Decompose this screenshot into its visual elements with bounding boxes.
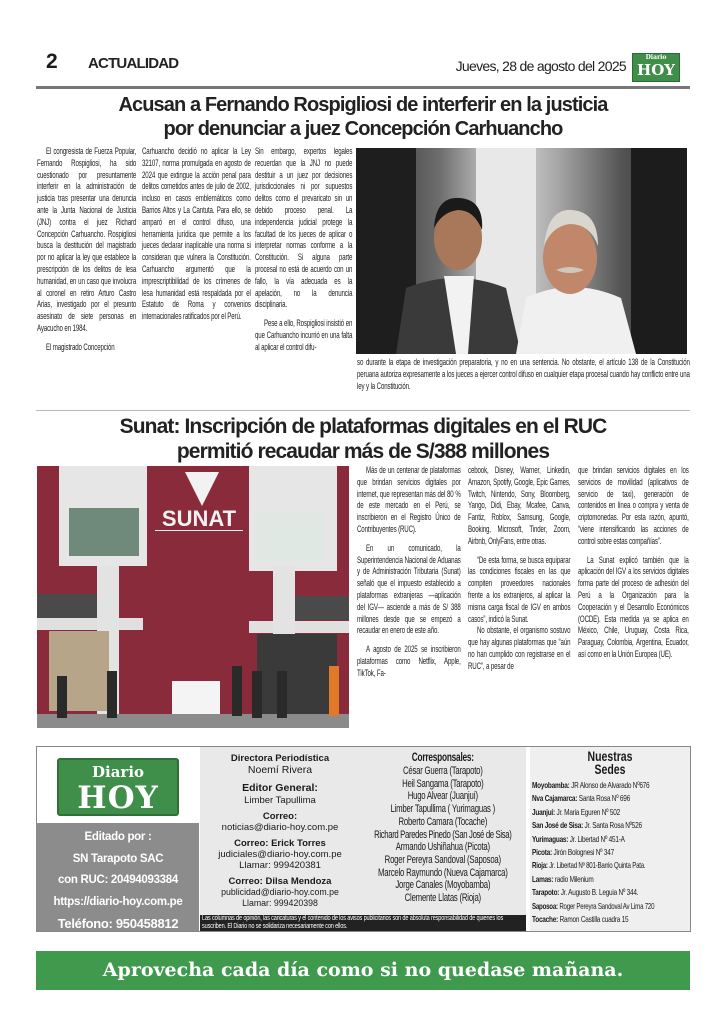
- article2-column-3: [578, 465, 689, 661]
- page-number: 2: [46, 50, 57, 73]
- offices: [532, 747, 688, 931]
- office-address: Jirón Bolognesi Nº 347: [553, 847, 614, 858]
- judicial-title: Correo: Erick Torres: [234, 838, 326, 849]
- offices-title-line: Sedes: [594, 761, 626, 777]
- correspondents: [360, 747, 526, 915]
- office-item: [532, 859, 688, 872]
- logo-top: Diario: [91, 763, 145, 781]
- publisher-info: [37, 823, 199, 931]
- publisher-website[interactable]: https://diario-hoy.com.pe: [53, 895, 183, 908]
- office-address: JR Alonso de Alvarado Nº676: [571, 780, 650, 790]
- paragraph: El magistrado Concepción: [45, 341, 115, 353]
- editor-name: Limber Tapullima: [244, 795, 316, 806]
- office-city: Picota:: [532, 847, 552, 858]
- ads-title: Correo: Dilsa Mendoza: [228, 876, 332, 887]
- paragraph: Carhuancho decidió no aplicar la Ley 32107, norma promulgada en agosto de 2024 que extingue la acción penal para delitos cometidos antes de julio de 2002, incluso en casos emblemáticos como Barrios Altos y La Cantuta. Para ello, se amparó en el control difuso, una herramienta jurídica que permite a los jueces declarar inaplicable una norma si consideran que vulnera la Constitución. Carhuancho argumentó que la imprescriptibilidad de los crímenes de lesa humanidad está respaldada por el Estatuto de Roma y convenios internacionales ratificados por el Perú.: [142, 146, 251, 323]
- correspondent: Clemente Llatas (Rioja): [404, 892, 481, 905]
- office-city: Tarapoto:: [532, 887, 560, 898]
- paragraph: Pese a ello, Rospigliosi insistió en que Carhuancho incurrió en una falta al aplicar el control difu-: [255, 318, 353, 353]
- sunat-building-photo: [37, 466, 349, 728]
- footer-logo: [37, 747, 199, 823]
- photo-illustration: [356, 148, 687, 354]
- paragraph: que brindan servicios digitales en los servicios de movilidad (aplicativos de servicio de taxi), generación de contenidos en línea o compra y venta de criptomonedas. Por esta razón, apuntó, “viene intensificando las acciones de control sobre estas compañías”.: [578, 465, 689, 547]
- office-item: [532, 806, 688, 819]
- paragraph: No obstante, el organismo sostuvo que hay algunas plataformas que “aún no han cumplido con registrarse en el RUC”, a pesar de: [468, 625, 571, 672]
- correspondent: Armando Ushiñahua (Picota): [395, 841, 490, 854]
- office-city: Rioja:: [532, 861, 548, 871]
- paragraph: A agosto de 2025 se inscribieron plataformas como Netflix, Apple, TikTok, Fa-: [357, 644, 461, 679]
- office-item: [532, 913, 688, 926]
- director-name: Noemí Rivera: [247, 764, 313, 776]
- offices-title-line: Nuestras: [587, 748, 633, 764]
- office-city: Saposoa:: [532, 901, 558, 911]
- correspondent: Roberto Camara (Tocache): [398, 815, 488, 828]
- office-address: Jr. Maria Eguren Nº 502: [556, 806, 620, 817]
- publisher-label: Editado por :: [84, 831, 152, 843]
- office-item: [532, 900, 688, 913]
- publisher-ruc: con RUC: 20494093384: [58, 874, 178, 886]
- office-address: Jr. Augusto B. Leguia Nº 344.: [560, 887, 639, 898]
- email-title: Correo:: [262, 811, 298, 822]
- editor-title: Editor General:: [242, 782, 318, 794]
- correspondents-title: Corresponsales:: [411, 752, 474, 764]
- issue-date: Jueves, 28 de agosto del 2025: [455, 58, 626, 74]
- correspondent: Heil Sangama (Tarapoto): [402, 777, 484, 790]
- office-city: Yurimaguas:: [532, 833, 569, 844]
- office-item: [532, 819, 688, 832]
- paragraph: La Sunat explicó también que la aplicación del IGV a los servicios digitales forma parte del proceso de adhesión del Perú a la Organización para la Cooperación y el Desarrollo Económicos (OCDE). Esta medida ya se aplica en México, Chile, Uruguay, Costa Rica, Paraguay, Colombia, Argentina, Ecuador, así como en la Unión Europea (UE).: [578, 554, 689, 660]
- staff-info: [200, 747, 360, 915]
- paragraph: so durante la etapa de investigación preparatoria, y no en una sentencia. No obstante, el artículo 138 de la Constitución peruana autoriza expresamente a los jueces a ejercer control difuso en cualquier etapa procesal cuando hay conflicto entre una ley y la Constitución.: [357, 357, 690, 392]
- section-title: ACTUALIDAD: [88, 55, 179, 72]
- headline-line: permitió recaudar más de S/388 millones: [176, 440, 550, 463]
- article2-column-2: [468, 465, 570, 673]
- correspondent: Richard Paredes Pinedo (San José de Sisa): [374, 828, 512, 841]
- headline-line: Acusan a Fernando Rospigliosi de interferir en la justicia: [118, 94, 608, 116]
- paragraph: Más de un centenar de plataformas que brindan servicios digitales por internet, que representan más del 80 % de este mercado en el Perú, se inscribieron en el Registro Único de Contribuyentes (RUC).: [357, 465, 461, 535]
- office-address: radio Milenium: [554, 873, 594, 884]
- logo-main: HOY: [637, 61, 675, 79]
- article1-column-1: [37, 146, 136, 354]
- office-address: Santa Rosa Nº 696: [578, 793, 631, 804]
- logo-main: HOY: [77, 780, 159, 816]
- article1-continuation: [357, 357, 690, 392]
- office-address: Jr. Libertad Nº 801-Barrio Quinta Pata.: [549, 861, 646, 871]
- office-city: Lamas:: [532, 873, 554, 884]
- office-item: [532, 886, 688, 899]
- article1-column-3: [255, 146, 352, 354]
- judicial-phone: Llamar: 999420381: [239, 860, 321, 871]
- publisher-name: SN Tarapoto SAC: [72, 852, 164, 865]
- ads-email[interactable]: publicidad@diario-hoy.com.pe: [221, 887, 339, 897]
- correspondent: Roger Pereyra Sandoval (Saposoa): [384, 853, 501, 866]
- offices-title: [532, 747, 688, 776]
- paragraph: “De esta forma, se busca equiparar las condiciones fiscales en las que compiten proveedores nacionales frente a los extranjeros, al aplicar la misma carga fiscal de IGV en ambos casos”, indicó la Sunat.: [468, 554, 571, 625]
- publisher-phone: Teléfono: 950458812: [57, 916, 179, 931]
- office-item: [532, 873, 688, 886]
- office-city: Tocache:: [532, 914, 559, 925]
- office-city: Juanjuí:: [532, 806, 555, 817]
- office-address: Roger Pereyra Sandoval Av Lima 720: [559, 901, 655, 911]
- office-item: [532, 792, 688, 805]
- paragraph: Sin embargo, expertos legales recuerdan que la JNJ no puede destituir a un juez por decisiones jurisdiccionales ni por supuestos delitos como el prevaricato sin un debido proceso penal. La independencia judicial protege la facultad de los jueces de aplicar o interpretar normas conforme a la Constitución. Si alguna parte procesal no está de acuerdo con un fallo, la vía adecuada es la apelación, no la denuncia disciplinaria.: [255, 146, 353, 311]
- correspondent: Limber Tapullima ( Yurimaguas ): [390, 803, 496, 816]
- headline-line: por denunciar a juez Concepción Carhuancho: [163, 118, 563, 140]
- headline-line: Sunat: Inscripción de plataformas digitales en el RUC: [119, 415, 607, 438]
- article1-headline: [36, 93, 690, 141]
- photo-illustration: [37, 466, 349, 728]
- office-city: Nva Cajamarca:: [532, 793, 578, 804]
- office-item: [532, 833, 688, 846]
- sunat-sign: SUNAT: [161, 506, 237, 531]
- office-address: Jr. Libertad Nº 451-A: [569, 833, 625, 844]
- paragraph: En un comunicado, la Superintendencia Nacional de Aduanas y de Administración Tributaria (Sunat) señaló que el impuesto establecido a plataformas extranjeras —aplicación del IGV— asciende a más de S/ 388 millones desde que se empezó a recaudar en enero de este año.: [357, 542, 461, 637]
- office-item: [532, 779, 688, 792]
- office-city: San José de Sisa:: [532, 820, 583, 831]
- header-logo: [632, 53, 680, 82]
- article-divider: [36, 410, 690, 411]
- article2-headline: [36, 414, 690, 464]
- office-city: Moyobamba:: [532, 780, 570, 790]
- paragraph: cebook, Disney, Warner, Linkedin, Amazon, Spotify, Google, Epic Games, Twitch, Nintendo, Sony, Bloomberg, Yango, Didi, Ebay, Mcafee, Canva, Fantiz, Roblox, Samsung, Google, Booking, Microsoft, Tinder, Zoom, Airbnb, OnlyFans, entre otras.: [468, 465, 571, 547]
- email-link[interactable]: noticias@diario-hoy.com.pe: [221, 822, 339, 833]
- correspondent: Jorge Canales (Moyobamba): [395, 879, 491, 892]
- slogan-banner: Aprovecha cada día como si no quedase mañana.: [36, 951, 690, 990]
- director-title: Directora Periodística: [230, 753, 330, 764]
- correspondent: Hugo Alvear (Juanjuí): [407, 790, 478, 803]
- office-item: [532, 846, 688, 859]
- disclaimer: Las columnas de opinión, las caricaturas y el contenido de los avisos publicitarios son de absoluta responsabilidad de quienes los suscriben. El Diario no se solidariza necesariamente con ellos.: [202, 915, 504, 930]
- correspondent: Marcelo Raymundo (Nueva Cajamarca): [377, 866, 508, 879]
- rospigliosi-carhuancho-photo: [356, 148, 687, 354]
- article1-column-2: [142, 146, 251, 323]
- ads-phone: Llamar: 999420398: [242, 898, 318, 908]
- judicial-email[interactable]: judiciales@diario-hoy.com.pe: [218, 849, 342, 860]
- article2-column-1: [357, 465, 461, 680]
- header-rule: [36, 86, 690, 89]
- office-address: Jr. Santa Rosa Nº526: [584, 820, 642, 831]
- office-address: Ramon Castilla cuadra 15: [559, 914, 629, 925]
- paragraph: El congresista de Fuerza Popular, Fernando Rospigliosi, ha sido cuestionado por presuntamente interferir en la administración de justicia tras presentar una denuncia ante la Junta Nacional de Justicia (JNJ) contra el juez Richard Concepción Carhuancho. Rospigliosi busca la destitución del magistrado por no aplicar la ley que establece la prescripción de los delitos de lesa humanidad, en un caso que involucra al coronel en retiro Arturo Castro Arias, investigado por el presunto asesinato de siete personas en Ayacucho en 1984.: [37, 146, 137, 334]
- logo-top: Diario: [645, 54, 667, 61]
- correspondent: César Guerra (Tarapoto): [402, 765, 483, 777]
